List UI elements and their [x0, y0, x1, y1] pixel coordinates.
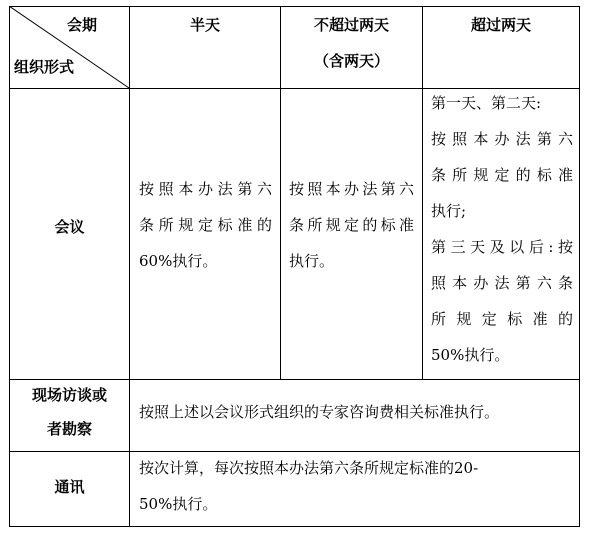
- consulting-fee-table: [9, 6, 580, 527]
- text-line: 条所规定标准的: [139, 216, 272, 234]
- col-divider-3: [422, 6, 423, 380]
- comms-text-line1: 按次计算，每次按照本办法第六条所规定标准的20-: [139, 459, 479, 477]
- col-header-le-two-days-line1: 不超过两天: [313, 16, 389, 34]
- text-line: 按照本办法第六: [431, 130, 573, 148]
- table-border-right: [579, 6, 580, 527]
- text-line: 按照本办法第六: [139, 180, 272, 198]
- row-label-meeting: 会议: [54, 218, 85, 236]
- row-label-onsite-line1: 现场访谈或: [31, 386, 107, 404]
- text-line: 条所规定的标准: [289, 216, 414, 234]
- row-label-onsite-line2: 者勘察: [46, 420, 92, 438]
- col-header-le-two-days-line2: （含两天）: [313, 52, 389, 70]
- table-border-bottom: [9, 526, 580, 527]
- corner-header-bottom: 组织形式: [14, 58, 75, 76]
- row-label-comms: 通讯: [54, 478, 85, 496]
- text-line: 50%执行。: [431, 346, 510, 364]
- text-line: 所规定标准的: [431, 310, 573, 328]
- comms-text-line2: 50%执行。: [139, 495, 218, 513]
- corner-header-top: 会期: [67, 16, 98, 34]
- text-line: 执行;: [431, 202, 467, 220]
- col-header-half-day: 半天: [189, 16, 220, 34]
- text-line: 60%执行。: [139, 252, 218, 270]
- onsite-text: 按照上述以会议形式组织的专家咨询费相关标准执行。: [139, 403, 500, 421]
- text-line: 按照本办法第六: [289, 180, 414, 198]
- text-line: 执行。: [289, 252, 335, 270]
- text-line: 条所规定的标准: [431, 166, 573, 184]
- text-line: 第三天及以后:按: [431, 238, 573, 256]
- text-line: 第一天、第二天:: [431, 94, 542, 112]
- col-header-gt-two-days: 超过两天: [470, 16, 531, 34]
- row-divider-onsite: [9, 451, 580, 452]
- text-line: 照本办法第六条: [431, 274, 573, 292]
